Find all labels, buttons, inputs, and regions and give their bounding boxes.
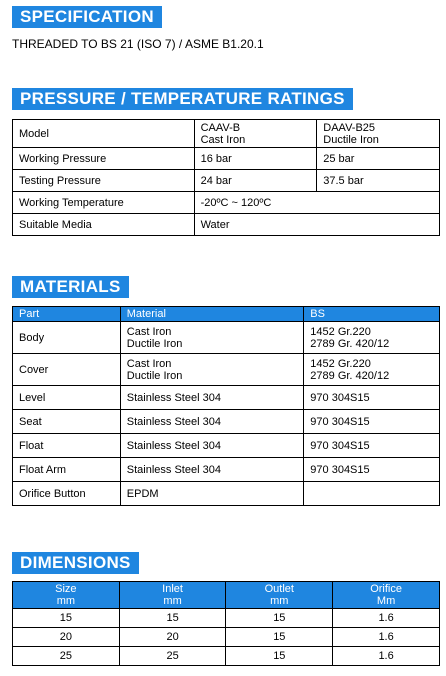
table-cell: 25 xyxy=(13,647,120,666)
materials-table xyxy=(12,306,440,506)
table-cell: 15 xyxy=(13,609,120,628)
table-cell: Water xyxy=(194,214,439,236)
table-cell: 15 xyxy=(226,628,333,647)
table-row xyxy=(13,192,440,214)
table-row xyxy=(13,628,440,647)
table-row xyxy=(13,120,440,148)
table-cell: Cast Iron Ductile Iron xyxy=(120,354,304,386)
table-cell: 1452 Gr.220 2789 Gr. 420/12 xyxy=(304,354,440,386)
table-header-row xyxy=(13,582,440,609)
table-row xyxy=(13,609,440,628)
table-cell: 15 xyxy=(226,647,333,666)
table-row xyxy=(13,322,440,354)
table-row xyxy=(13,386,440,410)
dimensions-table xyxy=(12,581,440,666)
column-header: Orifice Mm xyxy=(333,582,440,609)
pressure-table xyxy=(12,119,440,236)
table-row xyxy=(13,214,440,236)
table-cell: Level xyxy=(13,386,121,410)
table-cell: Stainless Steel 304 xyxy=(120,410,304,434)
column-header: Material xyxy=(120,307,304,322)
table-cell: Model xyxy=(13,120,195,148)
table-cell: Working Temperature xyxy=(13,192,195,214)
table-cell: 16 bar xyxy=(194,148,317,170)
column-header: Part xyxy=(13,307,121,322)
table-cell: Stainless Steel 304 xyxy=(120,386,304,410)
table-cell: 25 bar xyxy=(317,148,440,170)
table-cell: 15 xyxy=(226,609,333,628)
pressure-temperature-heading: PRESSURE / TEMPERATURE RATINGS xyxy=(12,88,353,110)
table-row xyxy=(13,170,440,192)
table-cell: 15 xyxy=(119,609,226,628)
table-cell: 1.6 xyxy=(333,628,440,647)
table-row xyxy=(13,354,440,386)
table-cell: 1.6 xyxy=(333,647,440,666)
table-cell: 970 304S15 xyxy=(304,410,440,434)
table-cell: Float xyxy=(13,434,121,458)
table-row xyxy=(13,148,440,170)
table-row xyxy=(13,434,440,458)
table-cell: 25 xyxy=(119,647,226,666)
table-cell: 970 304S15 xyxy=(304,434,440,458)
table-cell: -20ºC ~ 120ºC xyxy=(194,192,439,214)
table-row xyxy=(13,458,440,482)
table-cell: 1.6 xyxy=(333,609,440,628)
table-row xyxy=(13,647,440,666)
specification-heading: SPECIFICATION xyxy=(12,6,162,28)
table-cell: Cast Iron Ductile Iron xyxy=(120,322,304,354)
table-cell: 20 xyxy=(119,628,226,647)
table-cell: 20 xyxy=(13,628,120,647)
materials-heading: MATERIALS xyxy=(12,276,129,298)
table-cell: Suitable Media xyxy=(13,214,195,236)
table-cell: DAAV-B25 Ductile Iron xyxy=(317,120,440,148)
table-cell: Body xyxy=(13,322,121,354)
table-cell: Seat xyxy=(13,410,121,434)
table-row xyxy=(13,482,440,506)
table-cell: 1452 Gr.220 2789 Gr. 420/12 xyxy=(304,322,440,354)
column-header: BS xyxy=(304,307,440,322)
thread-standard-text: THREADED TO BS 21 (ISO 7) / ASME B1.20.1 xyxy=(12,37,264,51)
dimensions-heading: DIMENSIONS xyxy=(12,552,139,574)
table-cell: Stainless Steel 304 xyxy=(120,434,304,458)
table-cell: Orifice Button xyxy=(13,482,121,506)
table-cell xyxy=(304,482,440,506)
table-cell: Stainless Steel 304 xyxy=(120,458,304,482)
table-cell: 970 304S15 xyxy=(304,458,440,482)
table-cell: 37.5 bar xyxy=(317,170,440,192)
column-header: Inlet mm xyxy=(119,582,226,609)
table-cell: EPDM xyxy=(120,482,304,506)
table-cell: Cover xyxy=(13,354,121,386)
table-cell: Working Pressure xyxy=(13,148,195,170)
table-row xyxy=(13,410,440,434)
table-cell: Testing Pressure xyxy=(13,170,195,192)
table-header-row xyxy=(13,307,440,322)
table-cell: 970 304S15 xyxy=(304,386,440,410)
table-cell: CAAV-B Cast Iron xyxy=(194,120,317,148)
column-header: Outlet mm xyxy=(226,582,333,609)
column-header: Size mm xyxy=(13,582,120,609)
table-cell: 24 bar xyxy=(194,170,317,192)
table-cell: Float Arm xyxy=(13,458,121,482)
